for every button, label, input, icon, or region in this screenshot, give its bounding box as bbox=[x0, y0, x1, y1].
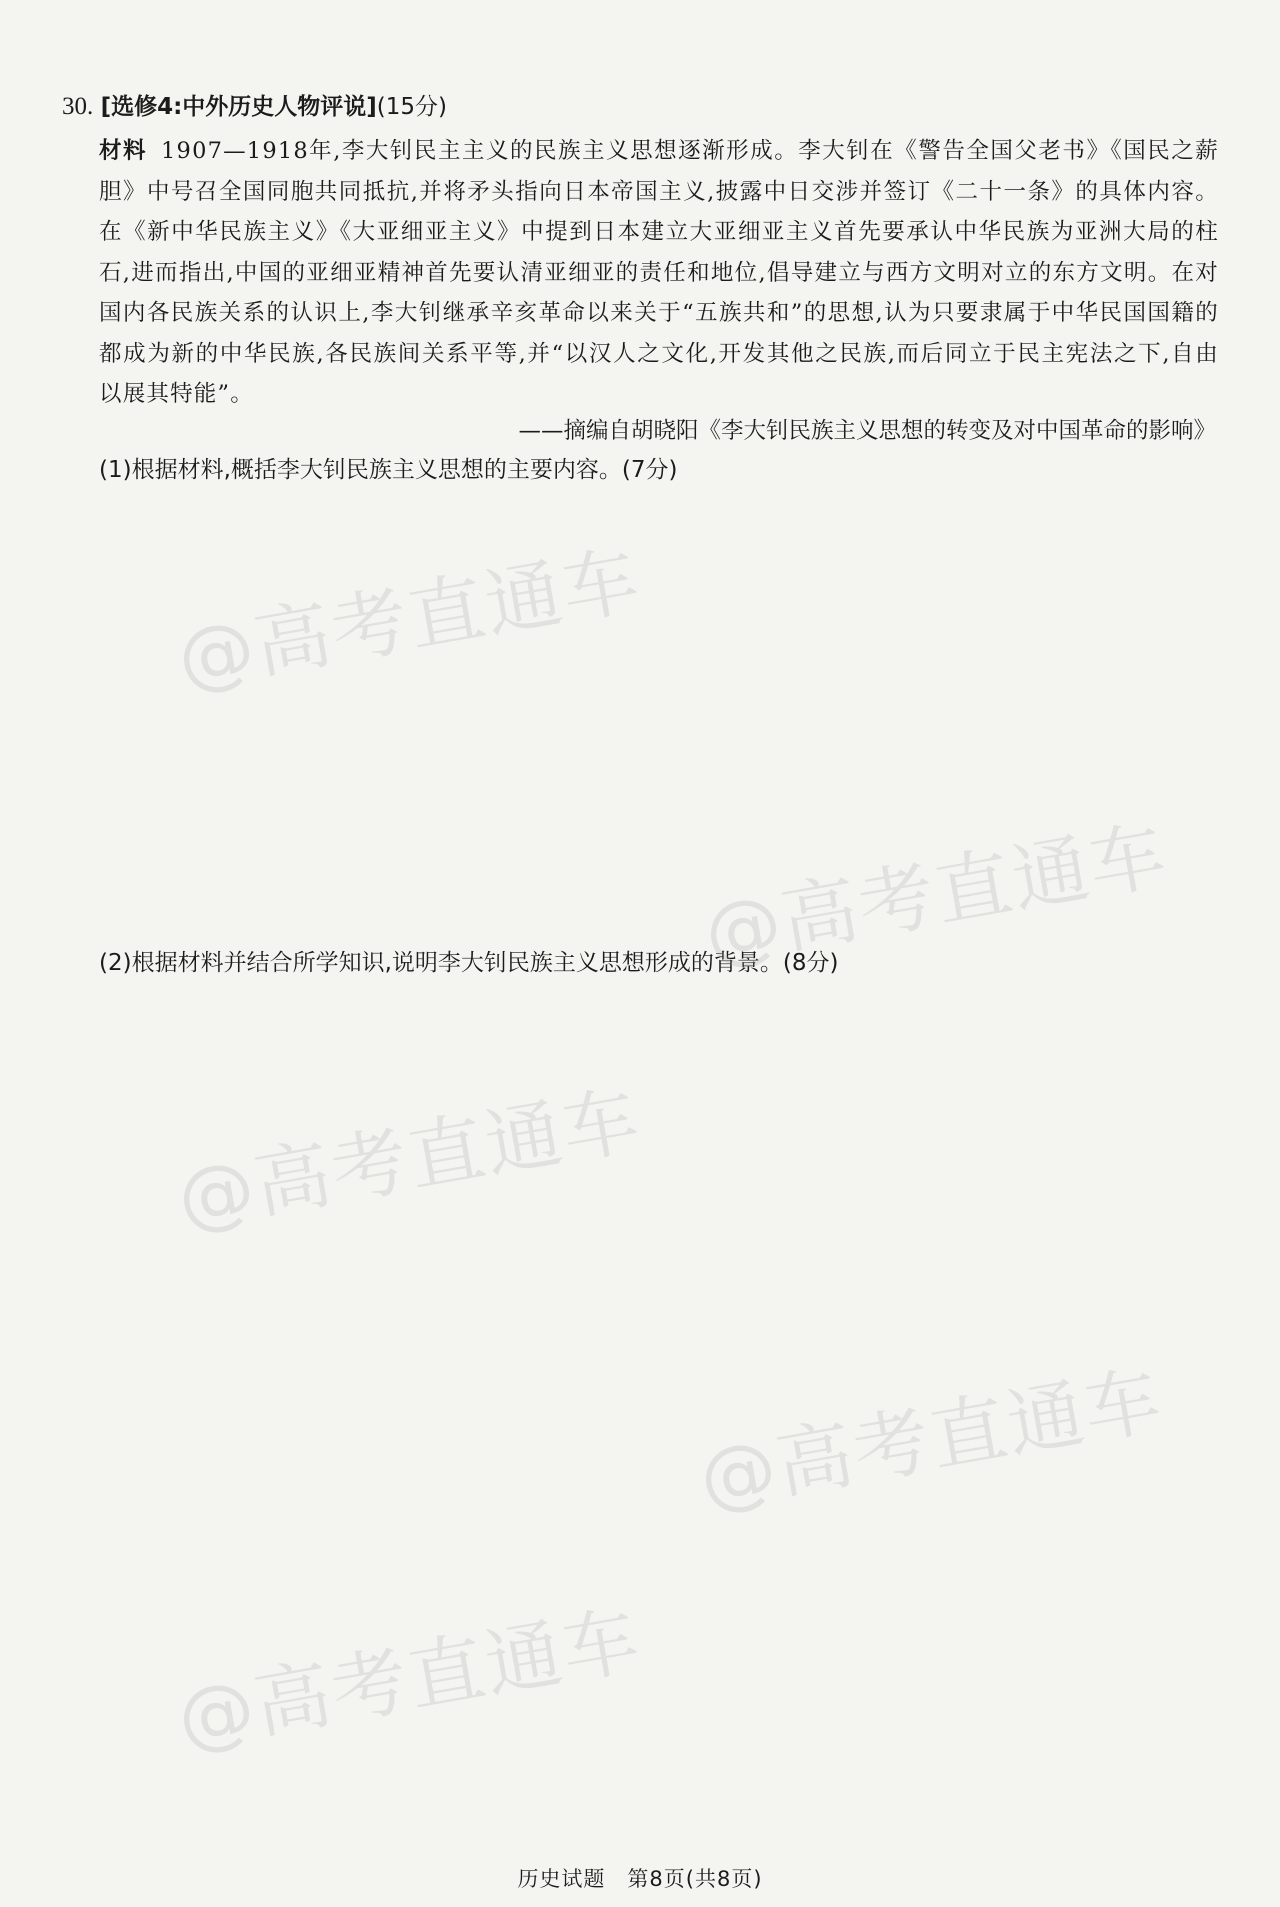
watermark: @高考直通车 bbox=[697, 809, 1175, 979]
sub-question-1: (1)根据材料,概括李大钊民族主义思想的主要内容。(7分) bbox=[99, 457, 678, 483]
question-tag: [选修4:中外历史人物评说] bbox=[100, 94, 377, 120]
material-paragraph bbox=[99, 131, 1219, 415]
page-footer: 历史试题 第8页(共8页) bbox=[517, 1867, 763, 1891]
watermark: @高考直通车 bbox=[170, 1594, 648, 1764]
question-score: (15分) bbox=[376, 94, 448, 120]
sub-question-2: (2)根据材料并结合所学知识,说明李大钊民族主义思想形成的背景。(8分) bbox=[99, 950, 839, 976]
watermark: @高考直通车 bbox=[692, 1354, 1170, 1524]
question-number: 30. bbox=[62, 93, 94, 120]
watermark: @高考直通车 bbox=[170, 534, 648, 704]
material-text: 1907—1918年,李大钊民主主义的民族主义思想逐渐形成。李大钊在《警告全国父老书》《国民之薪胆》中号召全国同胞共同抵抗,并将矛头指向日本帝国主义,披露中日交涉并签订《二十一条》的具体内容。在《新中华民族主义》《大亚细亚主义》中提到日本建立大亚细亚主义首先要承认中华民族为亚洲大局的柱石,进而指出,中国的亚细亚精神首先要认清亚细亚的责任和地位,倡导建立与西方文明对立的东方文明。在对国内各民族关系的认识上,李大钊继承辛亥革命以来关于“五族共和”的思想,认为只要隶属于中华民国国籍的都成为新的中华民族,各民族间关系平等,并“以汉人之文化,开发其他之民族,而后同立于民主宪法之下,自由以展其特能”。 bbox=[99, 138, 1219, 407]
material-lead: 材料 bbox=[99, 138, 148, 164]
watermark: @高考直通车 bbox=[170, 1074, 648, 1244]
question-title bbox=[62, 88, 447, 121]
material-source: ——摘编自胡晓阳《李大钊民族主义思想的转变及对中国革命的影响》 bbox=[518, 418, 1216, 444]
